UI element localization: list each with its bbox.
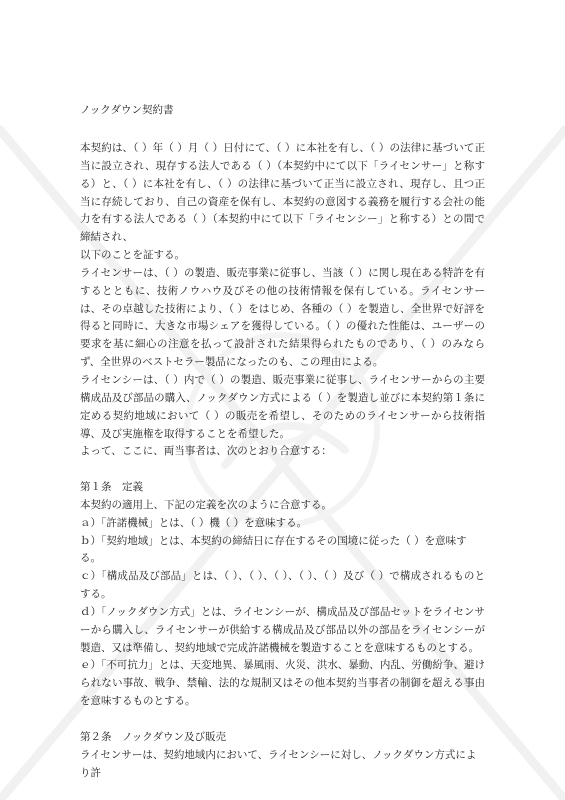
licensee-recital: ライセンシーは、（ ）内で（ ）の製造、販売事業に従事し、ライセンサーからの主要構成品及び部品の購入、ノックダウン方式による（ ）を製造し並びに本契約第１条に定める契約地域において（ ）の販売を希望し、そのためのライセンサーから技術指導、及び実施権を取得することを希望した。 bbox=[80, 373, 485, 440]
definition-item-d: ｄ）「ノックダウン方式」とは、ライセンシーが、構成品及び部品セットをライセンサーから購入し、ライセンサーが供給する構成品及び部品以外の部品をライセンシーが製造、又は準備し、契約地域で完成許諾機械を製造することを意味するものとする。 bbox=[80, 605, 485, 654]
definition-item-c: ｃ）「構成品及び部品」とは、（ ）、（ ）、（ ）、（ ）、（ ）及び（ ）で構成されるものとする。 bbox=[80, 570, 485, 601]
definition-item-e: ｅ）「不可抗力」とは、天変地異、暴風雨、火災、洪水、暴動、内乱、労働紛争、避けられない事故、戦争、禁輸、法的な規制又はその他本契約当事者の制御を超える事由を意味するものとする。 bbox=[80, 659, 485, 708]
licensor-recital: ライセンサーは、（ ）の製造、販売事業に従事し、当該（ ）に関し現在ある特許を有するとともに、技術ノウハウ及びその他の技術情報を保有している。ライセンサーは、その卓越した技術により、（ ）をはじめ、各種の（ ）を製造し、全世界で好評を得ると同時に、大きな市場シェアを獲得している。（ ）の優れた性能は、ユーザーの要求を基に細心の注意を払って設計された結果得られたものであり、（ ）のみならず、全世界のベストセラー製品になったのも、この理由による。 bbox=[80, 266, 485, 369]
definition-item-a: ａ）「許諾機械」とは、（ ）機（ ）を意味する。 bbox=[80, 516, 308, 529]
preamble-witness: 以下のことを証する。 bbox=[80, 249, 185, 262]
article-2-heading: 第２条 ノックダウン及び販売 bbox=[80, 730, 227, 743]
article-1-heading: 第１条 定義 bbox=[80, 481, 143, 494]
article-1-intro: 本契約の適用上、下記の定義を次のように合意する。 bbox=[80, 498, 332, 511]
definition-item-b: ｂ）「契約地域」とは、本契約の締結日に存在するその国境に従った（ ）を意味する。 bbox=[80, 534, 467, 565]
contract-body bbox=[80, 140, 485, 782]
article-2-text: ライセンサーは、契約地域内において、ライセンシーに対し、ノックダウン方式により許 bbox=[80, 748, 477, 779]
document-title: ノックダウン契約書 bbox=[80, 104, 174, 116]
preamble-paragraph: 本契約は、（ ）年（ ）月（ ）日付にて、（ ）に本社を有し、（ ）の法律に基づいて正当に設立され、現存する法人である（ ）（本契約中にて以下「ライセンサー」と称する）と、（ ）に本社を有し、（ ）の法律に基づいて正当に設立され、現存し、且つ正当に存続しており、自己の資産を保有し、本契約の意図する義務を履行する会社の能力を有する法人である（ ）（本契約中にて以下「ライセンシー」と称する）との間で締結され、 bbox=[80, 142, 485, 244]
agreement-statement: よって、ここに、両当事者は、次のとおり合意する： bbox=[80, 445, 332, 458]
